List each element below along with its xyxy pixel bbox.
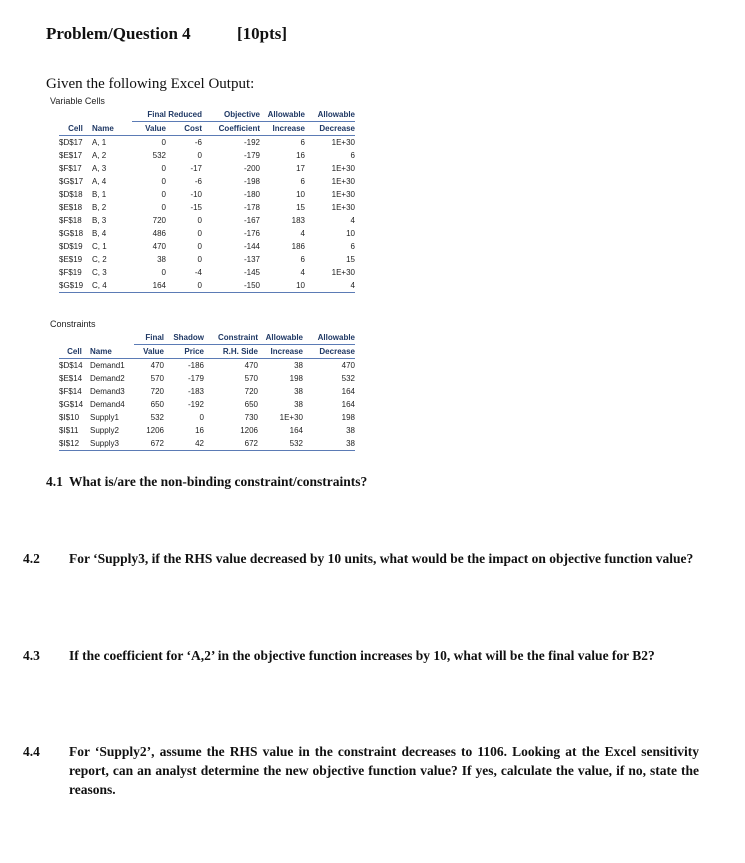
table-row	[59, 398, 355, 411]
table-cell: -144	[243, 242, 260, 251]
table-cell: $G$19	[59, 279, 92, 293]
constraints-header-top	[59, 331, 355, 345]
constraints-table	[59, 331, 355, 451]
table-cell: -145	[243, 268, 260, 277]
table-cell: -6	[194, 138, 202, 147]
table-cell: $D$17	[59, 138, 83, 147]
table-cell: B, 3	[92, 216, 107, 225]
table-cell: 6	[300, 177, 305, 186]
table-cell: 570	[150, 374, 164, 383]
table-cell: 6	[300, 138, 305, 147]
vc-header-cell: Increase	[260, 122, 305, 136]
table-cell: 4	[350, 216, 355, 225]
table-cell: 672	[204, 437, 258, 451]
vc-header-cell: Cost	[166, 122, 202, 136]
table-cell: 164	[132, 279, 166, 293]
question-number: 4.3	[23, 648, 40, 663]
vc-header-cell: Objective	[202, 108, 260, 122]
table-cell: 720	[244, 387, 258, 396]
table-cell: 0	[161, 177, 166, 186]
table-cell: 6	[350, 242, 355, 251]
table-cell: -178	[243, 203, 260, 212]
table-cell: 164	[341, 400, 355, 409]
ct-header-cell: Shadow	[164, 331, 204, 345]
table-row	[59, 201, 355, 214]
question-4-1	[46, 472, 676, 491]
variable-cells-label: Variable Cells	[50, 96, 105, 106]
table-row	[59, 385, 355, 398]
table-cell: 38	[294, 361, 303, 370]
table-cell: 4	[300, 268, 305, 277]
table-cell: 6	[350, 151, 355, 160]
table-cell: 10	[260, 279, 305, 293]
table-cell: $E$18	[59, 203, 83, 212]
table-cell: -186	[187, 361, 204, 370]
table-cell: 198	[289, 374, 303, 383]
table-cell: -15	[190, 203, 202, 212]
table-cell: 186	[291, 242, 305, 251]
vc-header-cell: Decrease	[305, 122, 355, 136]
table-cell: -150	[202, 279, 260, 293]
table-cell: A, 2	[92, 151, 107, 160]
table-cell: $F$18	[59, 216, 82, 225]
table-cell: 38	[294, 387, 303, 396]
table-cell: 0	[161, 190, 166, 199]
table-cell: $I$11	[59, 426, 79, 435]
table-cell: Supply3	[90, 437, 134, 451]
table-cell: $G$18	[59, 229, 84, 238]
table-cell: 15	[296, 203, 305, 212]
table-cell: Supply1	[90, 413, 119, 422]
table-cell: 16	[195, 426, 204, 435]
table-cell: 0	[161, 164, 166, 173]
table-cell: 1206	[240, 426, 258, 435]
table-cell: 1E+30	[331, 164, 355, 173]
table-cell: 4	[305, 279, 355, 293]
ct-header-cell: Decrease	[303, 345, 355, 359]
table-cell: 720	[150, 387, 164, 396]
table-cell: $E$19	[59, 255, 83, 264]
table-row	[59, 266, 355, 279]
points-label: [10pts]	[237, 24, 288, 43]
table-row	[59, 214, 355, 227]
table-cell: 650	[244, 400, 258, 409]
constraints-header-bottom	[59, 345, 355, 359]
vc-header-cell: Allowable	[305, 108, 355, 122]
table-row	[59, 162, 355, 175]
table-cell: 10	[296, 190, 305, 199]
table-cell: C, 3	[92, 268, 107, 277]
ct-header-cell: Price	[164, 345, 204, 359]
table-cell: $G$14	[59, 400, 84, 409]
table-cell: -200	[243, 164, 260, 173]
table-cell: 42	[164, 437, 204, 451]
question-text: For ‘Supply2’, assume the RHS value in the constraint decreases to 1106. Looking at the Excel sensitivity report, can an analyst determine the new objective function value? If yes, calculate the value, if no, state the reasons.	[69, 744, 699, 797]
table-cell: 0	[166, 279, 202, 293]
table-cell: 0	[197, 255, 202, 264]
table-cell: 0	[199, 413, 204, 422]
table-cell: 16	[296, 151, 305, 160]
problem-title: Problem/Question 4	[46, 24, 191, 43]
table-row	[59, 149, 355, 162]
table-cell: B, 2	[92, 203, 107, 212]
table-cell: 38	[157, 255, 166, 264]
ct-header-cell	[90, 331, 134, 345]
table-row	[59, 253, 355, 266]
table-cell: 0	[161, 268, 166, 277]
table-cell: 470	[341, 361, 355, 370]
table-cell: $F$19	[59, 268, 82, 277]
table-cell: B, 1	[92, 190, 107, 199]
table-cell: 38	[346, 426, 355, 435]
table-cell: 164	[289, 426, 303, 435]
vc-header-cell	[92, 108, 132, 122]
table-cell: 1E+30	[331, 203, 355, 212]
question-text: If the coefficient for ‘A,2’ in the objective function increases by 10, what will be the final value for B2?	[69, 648, 655, 663]
table-cell: $I$12	[59, 437, 90, 451]
question-text: For ‘Supply3, if the RHS value decreased by 10 units, what would be the impact on objective function value?	[69, 551, 694, 566]
table-cell: Demand4	[90, 400, 125, 409]
table-cell: $D$18	[59, 190, 83, 199]
table-cell: -6	[194, 177, 202, 186]
ct-header-cell: Final	[134, 331, 164, 345]
table-cell: -192	[187, 400, 204, 409]
table-cell: A, 1	[92, 138, 107, 147]
table-row	[59, 359, 355, 373]
table-cell: 4	[300, 229, 305, 238]
table-cell: -4	[194, 268, 202, 277]
table-cell: 0	[197, 216, 202, 225]
table-cell: 1E+30	[331, 177, 355, 186]
table-cell: C, 2	[92, 255, 107, 264]
variable-cells-body	[59, 136, 355, 293]
question-4-4	[23, 742, 699, 799]
vc-header-cell: Coefficient	[202, 122, 260, 136]
table-cell: 730	[244, 413, 258, 422]
table-row	[59, 372, 355, 385]
table-cell: 0	[161, 203, 166, 212]
table-cell: 650	[150, 400, 164, 409]
table-row	[59, 411, 355, 424]
table-row	[59, 136, 355, 150]
table-cell: C, 4	[92, 279, 132, 293]
table-cell: 183	[291, 216, 305, 225]
ct-header-cell: Value	[134, 345, 164, 359]
table-row	[59, 424, 355, 437]
table-cell: -167	[243, 216, 260, 225]
constraints-label: Constraints	[50, 319, 96, 329]
table-cell: 198	[341, 413, 355, 422]
table-cell: 1206	[146, 426, 164, 435]
constraints-body	[59, 359, 355, 451]
table-cell: C, 1	[92, 242, 107, 251]
table-row	[59, 227, 355, 240]
ct-header-cell	[59, 331, 90, 345]
table-cell: -179	[243, 151, 260, 160]
question-4-2	[23, 549, 699, 568]
table-cell: 1E+30	[331, 190, 355, 199]
question-number: 4.1	[46, 474, 63, 489]
table-cell: Demand1	[90, 361, 125, 370]
table-cell: Demand2	[90, 374, 125, 383]
table-cell: B, 4	[92, 229, 107, 238]
table-cell: $G$17	[59, 177, 84, 186]
ct-header-cell: Cell	[59, 345, 90, 359]
vc-header-cell: Value	[132, 122, 166, 136]
table-cell: -180	[243, 190, 260, 199]
table-cell: 0	[197, 229, 202, 238]
table-cell: 672	[134, 437, 164, 451]
table-cell: $F$17	[59, 164, 82, 173]
table-cell: -179	[187, 374, 204, 383]
ct-header-cell: Constraint	[204, 331, 258, 345]
table-cell: 470	[150, 361, 164, 370]
table-row	[59, 279, 355, 293]
table-cell: 38	[303, 437, 355, 451]
ct-header-cell: Allowable	[258, 331, 303, 345]
table-cell: -137	[243, 255, 260, 264]
table-cell: 15	[346, 255, 355, 264]
ct-header-cell: Allowable	[303, 331, 355, 345]
question-number: 4.2	[23, 551, 40, 566]
question-number: 4.4	[23, 744, 40, 759]
ct-header-cell: R.H. Side	[204, 345, 258, 359]
table-cell: $I$10	[59, 413, 80, 422]
table-row	[59, 175, 355, 188]
table-cell: -17	[190, 164, 202, 173]
question-text: What is/are the non-binding constraint/constraints?	[69, 474, 368, 489]
table-cell: 486	[152, 229, 166, 238]
table-cell: 38	[294, 400, 303, 409]
table-cell: Demand3	[90, 387, 125, 396]
table-cell: 0	[161, 138, 166, 147]
question-4-3	[23, 646, 699, 665]
table-cell: 570	[244, 374, 258, 383]
vc-header-cell: Reduced	[166, 108, 202, 122]
table-cell: -183	[187, 387, 204, 396]
variable-cells-header-top	[59, 108, 355, 122]
table-cell: 470	[244, 361, 258, 370]
table-cell: 0	[197, 242, 202, 251]
table-cell: Supply2	[90, 426, 119, 435]
table-cell: 1E+30	[279, 413, 303, 422]
table-cell: 532	[258, 437, 303, 451]
table-cell: $D$14	[59, 361, 83, 370]
table-cell: 10	[346, 229, 355, 238]
table-cell: -198	[243, 177, 260, 186]
vc-header-cell: Cell	[59, 122, 92, 136]
table-cell: 1E+30	[331, 138, 355, 147]
vc-header-cell: Allowable	[260, 108, 305, 122]
ct-header-cell: Increase	[258, 345, 303, 359]
table-cell: -192	[243, 138, 260, 147]
intro-text: Given the following Excel Output:	[46, 76, 255, 92]
vc-header-cell	[59, 108, 92, 122]
table-cell: 164	[341, 387, 355, 396]
table-cell: $D$19	[59, 242, 83, 251]
table-cell: A, 3	[92, 164, 107, 173]
vc-header-cell: Name	[92, 122, 132, 136]
table-cell: 17	[296, 164, 305, 173]
table-cell: 532	[152, 151, 166, 160]
table-cell: -176	[243, 229, 260, 238]
table-cell: A, 4	[92, 177, 107, 186]
table-cell: 532	[150, 413, 164, 422]
table-cell: 720	[152, 216, 166, 225]
table-cell: $E$14	[59, 374, 83, 383]
table-cell: -10	[190, 190, 202, 199]
table-row	[59, 188, 355, 201]
table-cell: 1E+30	[331, 268, 355, 277]
table-cell: 6	[300, 255, 305, 264]
table-cell: 532	[341, 374, 355, 383]
table-cell: 470	[152, 242, 166, 251]
table-cell: $F$14	[59, 387, 82, 396]
table-cell: 0	[197, 151, 202, 160]
vc-header-cell: Final	[132, 108, 166, 122]
variable-cells-header-bottom	[59, 122, 355, 136]
ct-header-cell: Name	[90, 345, 134, 359]
table-cell: $E$17	[59, 151, 83, 160]
table-row	[59, 240, 355, 253]
variable-cells-table	[59, 108, 355, 293]
table-row	[59, 437, 355, 451]
